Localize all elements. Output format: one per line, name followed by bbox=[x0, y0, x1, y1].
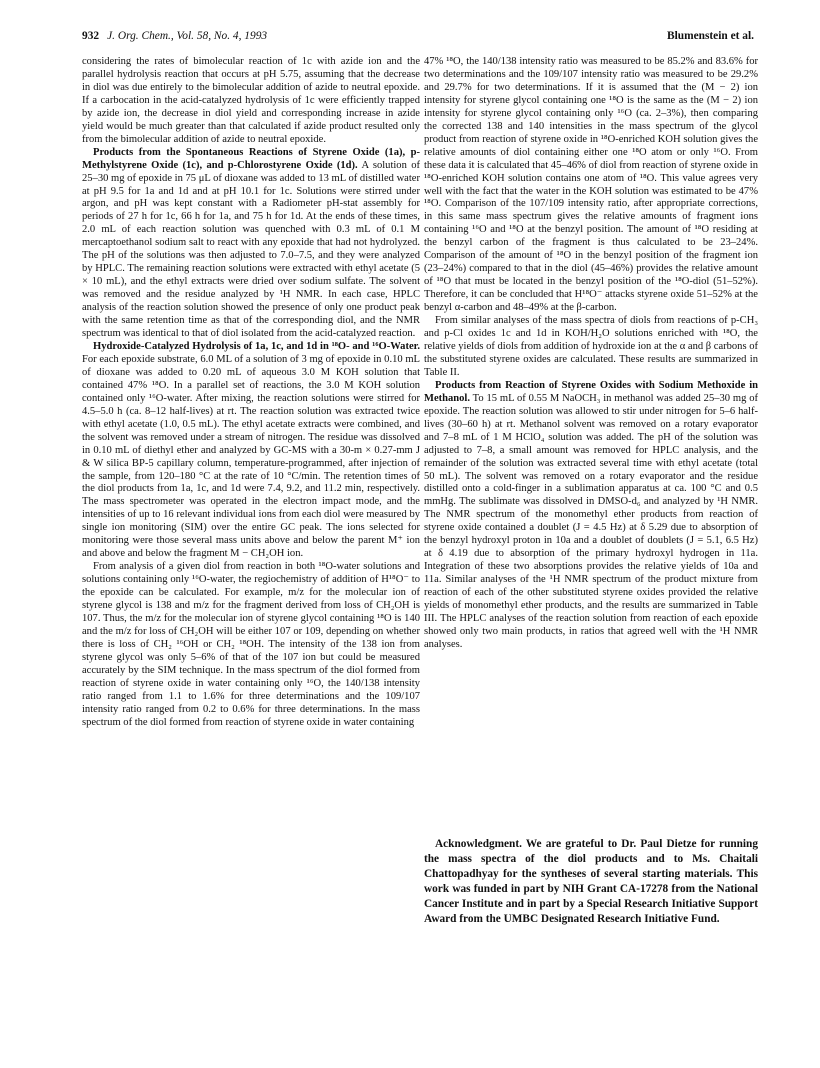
journal-citation: J. Org. Chem., Vol. 58, No. 4, 1993 bbox=[107, 30, 268, 42]
paragraph-azide-continuation: considering the rates of bimolecular reaction of 1c with azide ion and the parallel hydrolysis reaction that occurs at pH 5.75, assuming that the decrease in diol was due entirely to the bimolecular addition of azide to neutral epoxide. If a carbocation in the acid-catalyzed hydrolysis of 1c were efficiently trapped by azide ion, the decrease in diol yield and corresponding increase in azide yield would be much greater than that calculated if azide product resulted only from the bimolecular addition of azide to neutral epoxide. bbox=[82, 56, 420, 145]
section-heading-spontaneous: Products from the Spontaneous Reactions of Styrene Oxide (1a), p-Methylstyrene Oxide (1c), and p-Chlorostyrene Oxide (1d). bbox=[82, 146, 420, 171]
paragraph-intensity-ratios: 47% ¹⁸O, the 140/138 intensity ratio was measured to be 85.2% and 83.6% for two determinations and the 109/107 intensity ratio was measured to be 29.2% and 29.7% for two determinations. If it is assumed that the (M − 2) ion intensity for styrene glycol containing one ¹⁸O is the same as the (M − 2) ion intensity for styrene glycol containing only ¹⁶O (ca. 2–3%), then comparing the corrected 138 and 140 intensities in the mass spectrum of the glycol product from reaction of styrene oxide in ¹⁸O-enriched KOH solution gives the relative amounts of diol containing either one ¹⁸O atom or only ¹⁶O. From these data it is calculated that 45–46% of diol from reaction of styrene oxide in ¹⁸O-enriched KOH solution contains one atom of ¹⁸O. This value agrees very well with the fact that the water in the KOH solution was estimated to be 47% ¹⁸O. Comparison of the 107/109 intensity ratio, after appropriate corrections, in this same mass spectrum gives the relative amounts of fragment ions containing ¹⁶O and ¹⁸O at the benzyl position. The amount of ¹⁸O residing at the benzyl carbon of the fragment is thus calculated to be 23–24%. Comparison of the amount of ¹⁸O in the benzyl position of the fragment ion (23–24%) compared to that in the diol (45–46%) provides the relative amount of ¹⁸O that must be located in the benzyl position of the ¹⁸O-diol (51–52%). Therefore, it can be concluded that H¹⁸O⁻ attacks styrene oxide 51–52% at the benzyl α-carbon and 48–49% at the β-carbon. bbox=[424, 56, 758, 314]
left-column bbox=[82, 56, 420, 730]
right-column bbox=[424, 56, 758, 652]
header-left bbox=[82, 30, 267, 42]
paragraph-regiochemistry: From analysis of a given diol from reaction in both ¹⁸O-water solutions and solutions containing only ¹⁶O-water, the regiochemistry of addition of H¹⁸O⁻ to the epoxide can be calculated. For example, m/z for the molecular ion of styrene glycol is 138 and m/z for the fragment derived from loss of CH₂OH is 107. Thus, the m/z for the molecular ion of styrene glycol containing ¹⁸O is 140 and the m/z for loss of CH₂OH will be either 107 or 109, depending on whether there is loss of CH₂ ¹⁶OH or CH₂ ¹⁸OH. The intensity of the 138 ion from styrene glycol was only 5–6% of that of the 107 ion but could be measured accurately by the SIM technique. In the mass spectrum of the diol formed from reaction of styrene oxide in water containing only ¹⁶O, the 140/138 intensity ratio ranged from 1.1 to 1.6% for three determinations and the 109/107 intensity ratio ranged from 0.2 to 0.6% for three determinations. In the mass spectrum of the diol formed from reaction of styrene oxide in water containing bbox=[82, 561, 420, 728]
paragraph-text: A solution of 25–30 mg of epoxide in 75 μL of dioxane was added to 13 mL of distilled water at pH 9.5 for 1a and 1d and at pH 10.1 for 1c. Solutions were stirred under argon, and pH was kept constant with a Radiometer pH-stat assembly for periods of 27 h for 1c, 66 h for 1a, and 75 h for 1d. At the ends of these times, 2.0 mL of each reaction solution was quenched with 0.3 mL of 0.1 M mercaptoethanol sodium salt to react with any epoxide that had not hydrolyzed. The pH of the solutions was then adjusted to 7.0–7.5, and they were analyzed by HPLC. The remaining reaction solutions were extracted with ethyl acetate (5 × 10 mL), and the ethyl extracts were dried over sodium sulfate. The solvent was removed and the residue analyzed by ¹H NMR. In each case, HPLC analysis of the reaction solution showed the presence of only one product peak with the same retention time as that of the corresponding diol, and the NMR spectrum was identical to that of diol isolated from the acid-catalyzed reaction. bbox=[82, 159, 420, 340]
section-heading-methoxide: Products from Reaction of Styrene Oxides with Sodium Methoxide in Methanol. bbox=[424, 379, 758, 404]
header-authors: Blumenstein et al. bbox=[666, 30, 754, 42]
paragraph-similar-analyses: From similar analyses of the mass spectra of diols from reactions of p-CH₃ and p-Cl oxides 1c and 1d in KOH/H₂O solutions enriched with ¹⁸O, the relative yields of diols from addition of hydroxide ion at the α and β carbons of the substituted styrene oxides are calculated. These results are summarized in Table II. bbox=[424, 315, 758, 378]
paragraph-hydroxide-hydrolysis bbox=[82, 341, 420, 561]
acknowledgment-text: We are grateful to Dr. Paul Dietze for running the mass spectra of the diol products and to Ms. Chaitali Chattopadhyay for the syntheses of several starting materials. This work was funded in part by NIH Grant CA-17278 from the National Cancer Institute and in part by a Special Research Initiative Support Award from the UMBC Designated Research Initiative Fund. bbox=[424, 838, 758, 925]
paragraph-spontaneous-products bbox=[82, 147, 420, 341]
paragraph-text: For each epoxide substrate, 6.0 ML of a solution of 3 mg of epoxide in 0.10 mL of dioxane was added to 0.20 mL of aqueous 3.0 M KOH solution that contained 47% ¹⁸O. In a parallel set of reactions, the 3.0 M KOH solution contained only ¹⁶O-water. After mixing, the reaction solutions were stirred for 4.5–5.0 h (ca. 8–12 half-lives) at rt. The reaction solution was extracted twice with ethyl acetate (1.0, 0.5 mL). The ethyl acetate extracts were combined, and the solvent was removed under a stream of nitrogen. The residue was dissolved in 0.10 mL of diethyl ether and analyzed by GC-MS with a 30-m × 0.27-mm J & W silica BP-5 capillary column, temperature-programmed, after injection of the sample, from 120–180 °C at the rate of 10 °C/min. The retention times of the diol products from 1a, 1c, and 1d were 7.4, 9.2, and 11.2 min, respectively. The mass spectrometer was operated in the electron impact mode, and the intensities of up to 16 relevant individual ions from each diol were measured by single ion monitoring (SIM) over the entire GC peak. The ions selected for monitoring were those several mass units above and below the parent M⁺ ion and above and below the fragment M − CH₂OH ion. bbox=[82, 353, 420, 560]
paragraph-methoxide-products bbox=[424, 380, 758, 652]
acknowledgment bbox=[424, 837, 758, 926]
section-heading-hydroxide: Hydroxide-Catalyzed Hydrolysis of 1a, 1c, and 1d in ¹⁸O- and ¹⁶O-Water. bbox=[93, 340, 420, 352]
page-number: 932 bbox=[82, 30, 100, 42]
running-header bbox=[82, 30, 754, 46]
paragraph-text: To 15 mL of 0.55 M NaOCH₃ in methanol was added 25–30 mg of epoxide. The reaction solution was allowed to stir under nitrogen for 5–6 half-lives (30–60 h) at rt. Methanol solvent was removed on a rotary evaporator and 7–8 mL of 1 M HClO₄ solution was added. The pH of the solution was adjusted to 7–8, a small amount was removed for HPLC analysis, and the remainder of the solution was extracted several time with ethyl acetate (total 50 mL). The solvent was removed on a rotary evaporator and the residue distilled onto a cold-finger in a sublimation apparatus at ca. 100 °C and 0.5 mmHg. The sublimate was dissolved in DMSO-d₆ and analyzed by ¹H NMR. The NMR spectrum of the monomethyl ether products from reaction of styrene oxide contained a doublet (J = 4.5 Hz) at δ 5.29 due to absorption of the benzyl hydroxyl proton in 10a and a doublet of doublets (J = 5.1, 6.5 Hz) at δ 4.19 due to absorption of the primary hydroxyl hydrogen in 11a. Integration of these two absorptions provides the relative yields of 10a and 11a. Similar analyses of the ¹H NMR spectrum of the product mixture from reaction of each of the other substituted styrene oxides provided the relative yields of monomethyl ether products, and the results are summarized in Table III. The HPLC analyses of the reaction solution from reaction of each epoxide showed only two main products, in ratios that agreed well with the ¹H NMR analyses. bbox=[424, 392, 759, 650]
acknowledgment-title: Acknowledgment. bbox=[435, 838, 522, 850]
